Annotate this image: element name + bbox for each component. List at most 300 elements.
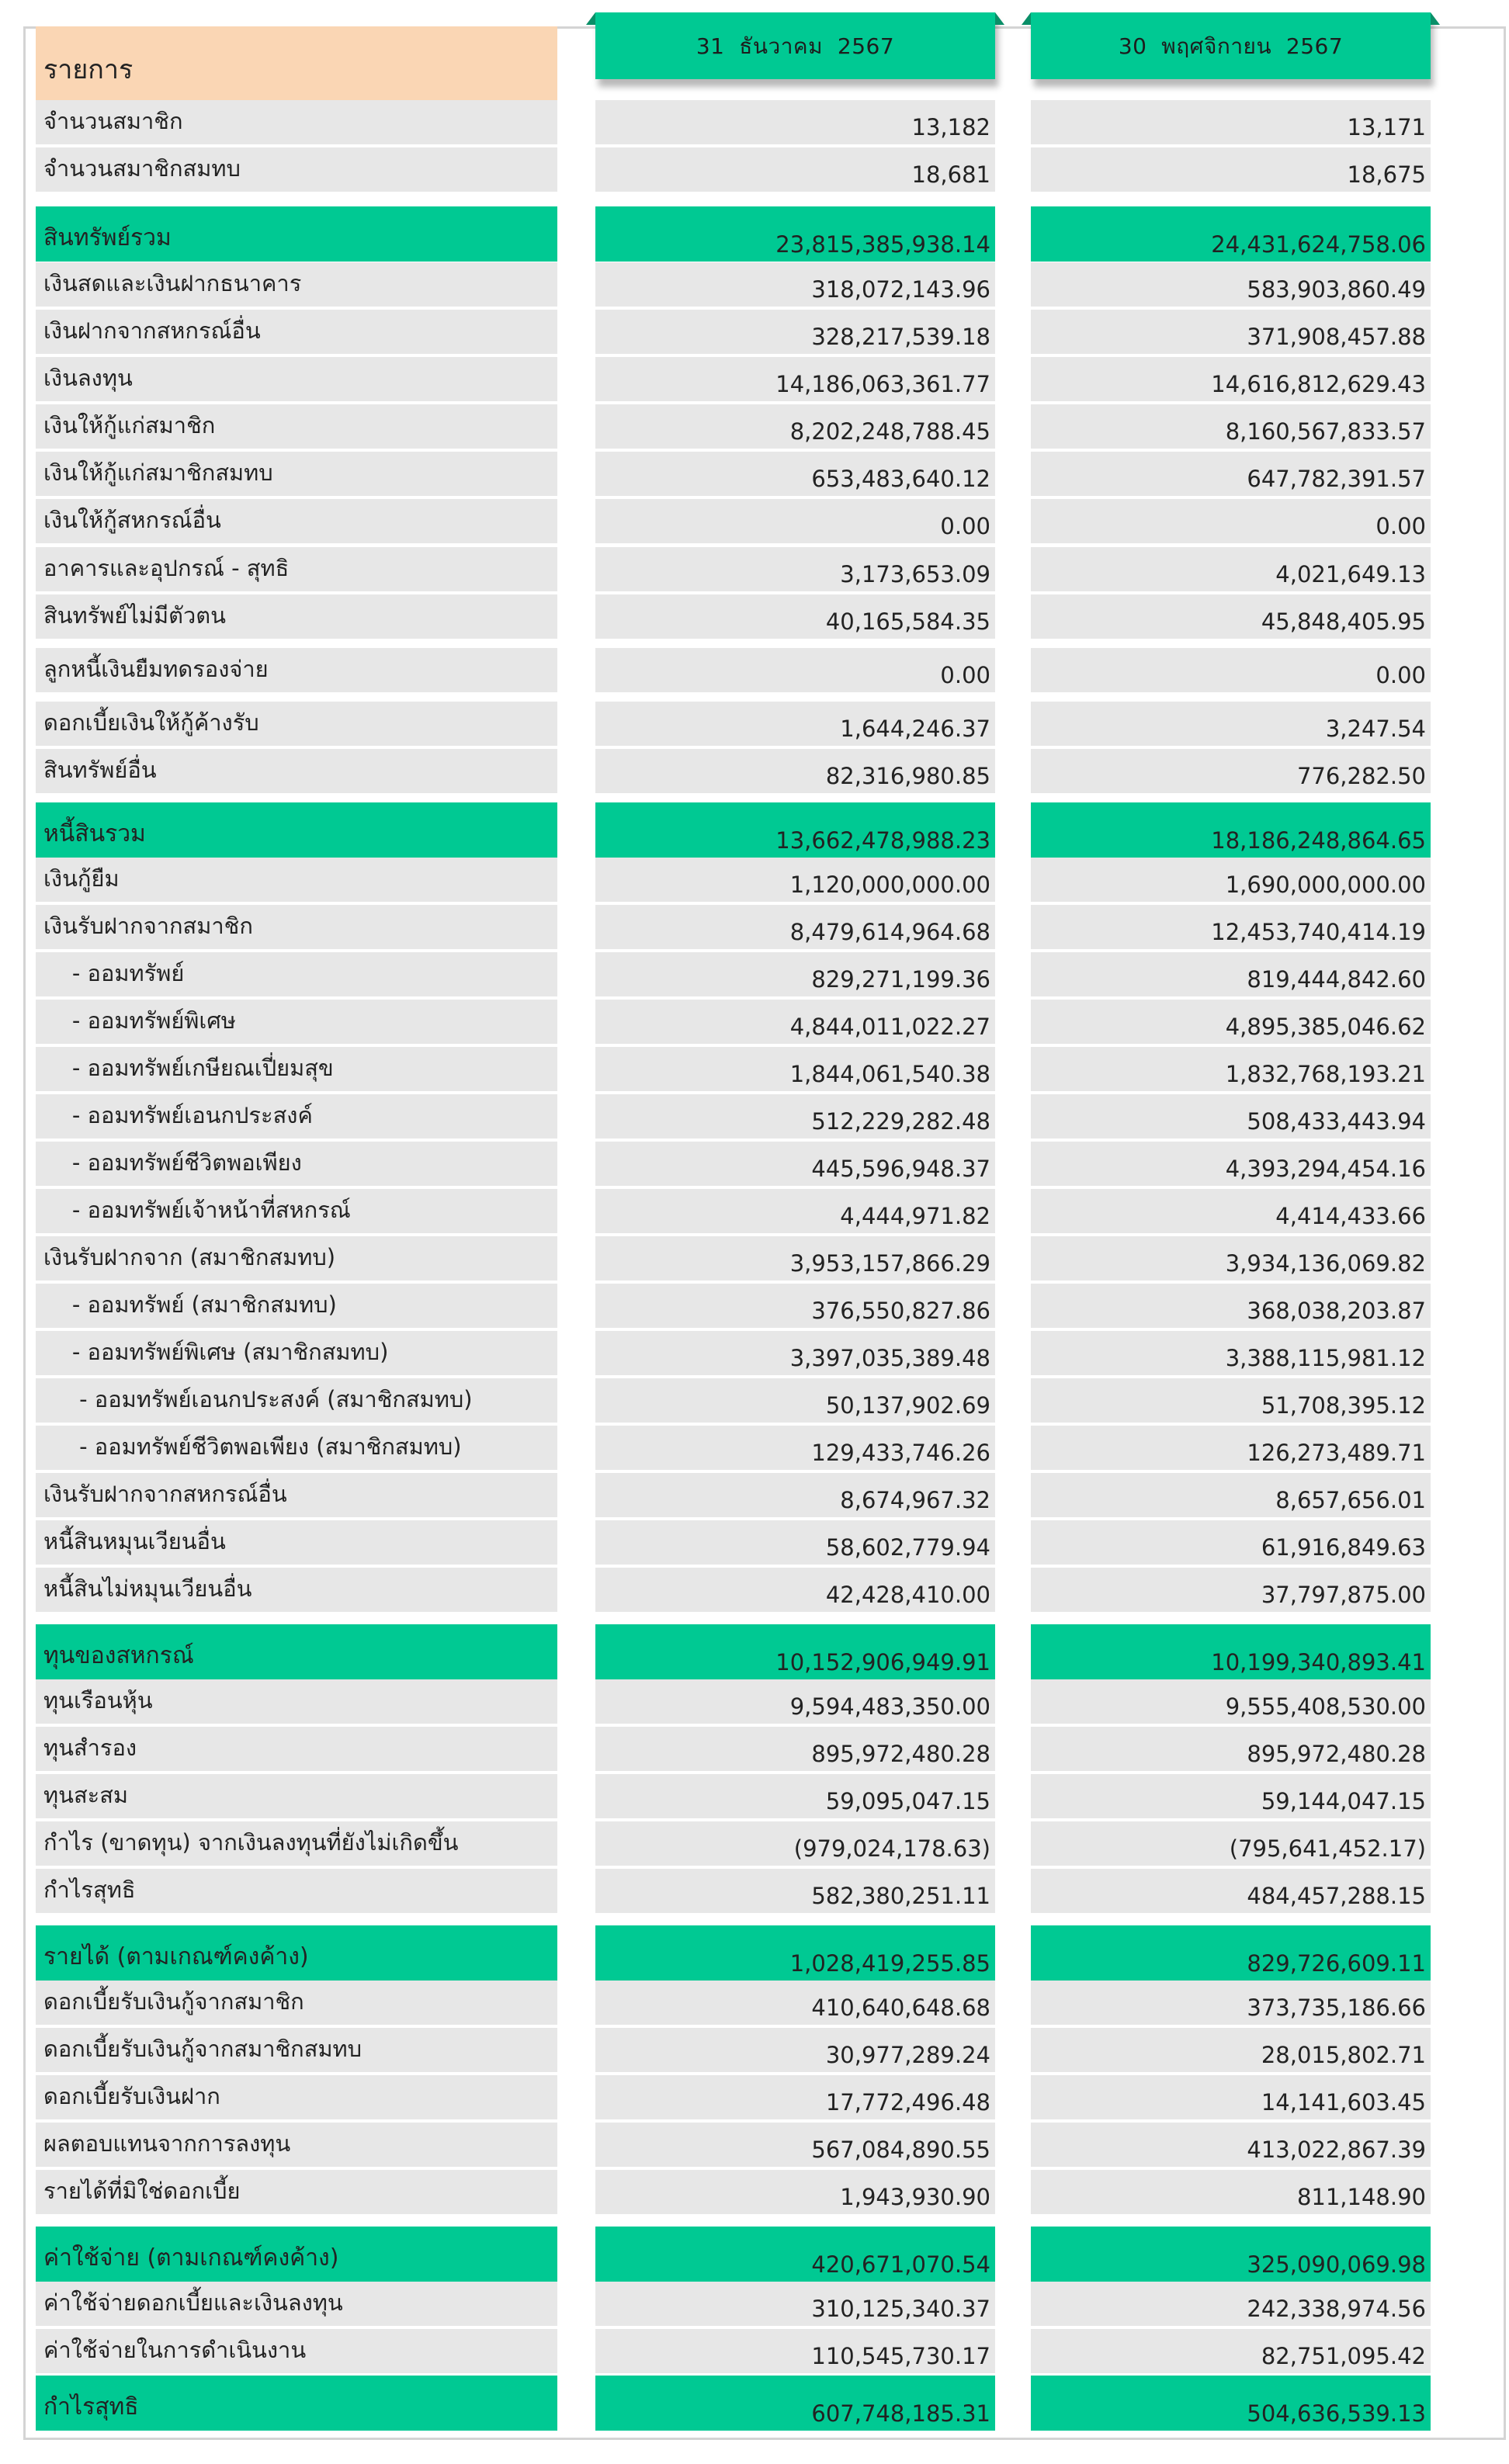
row-value-nov-2567-cell [1031,952,1431,996]
row-value-nov-2567-cell [1031,1869,1431,1913]
row-value-dec-2567: 13,662,478,988.23 [775,827,990,854]
row-value-dec-2567-cell [595,1520,995,1565]
row-value-dec-2567-cell [595,452,995,496]
row-value-dec-2567: 1,028,419,255.85 [789,1950,990,1977]
row-label: จำนวนสมาชิกสมทบ [43,155,241,182]
row-value-nov-2567: 776,282.50 [1296,763,1426,789]
table-row [0,1473,1509,1517]
row-value-nov-2567: 13,171 [1347,114,1426,140]
row-label-cell [36,858,557,902]
table-row [0,749,1509,793]
row-value-nov-2567: 368,038,203.87 [1247,1298,1426,1324]
row-label: สินทรัพย์อื่น [43,757,157,783]
table-row [0,1679,1509,1724]
row-value-nov-2567-cell [1031,262,1431,307]
row-label-cell [36,2329,557,2373]
row-label-cell [36,1000,557,1044]
table-row [0,1727,1509,1771]
row-value-nov-2567-cell [1031,1331,1431,1375]
row-value-dec-2567: 0.00 [940,662,990,688]
row-label: ทุนสะสม [43,1782,129,1808]
row-value-dec-2567: 50,137,902.69 [825,1392,990,1419]
row-value-dec-2567: 376,550,827.86 [811,1298,990,1324]
row-value-nov-2567: 51,708,395.12 [1261,1392,1426,1419]
row-value-dec-2567: 512,229,282.48 [811,1108,990,1135]
row-value-nov-2567: 4,393,294,454.16 [1225,1156,1426,1182]
table-row [0,499,1509,543]
row-value-nov-2567-cell [1031,1774,1431,1818]
row-label: หนี้สินหมุนเวียนอื่น [43,1528,226,1554]
row-label: เงินให้กู้แก่สมาชิกสมทบ [43,459,273,486]
row-label: - ออมทรัพย์ชีวิตพอเพียง [43,1149,302,1176]
row-value-dec-2567-cell [595,1094,995,1138]
row-label-cell [36,206,557,262]
row-label-cell [36,2028,557,2072]
row-label-cell [36,2282,557,2326]
row-value-dec-2567: 3,173,653.09 [840,561,990,587]
table-row [0,1774,1509,1818]
row-label-cell [36,452,557,496]
row-label-cell [36,1774,557,1818]
row-value-nov-2567-cell [1031,1727,1431,1771]
row-value-dec-2567: 14,186,063,361.77 [775,371,990,397]
row-value-dec-2567: 3,397,035,389.48 [789,1345,990,1371]
row-label: กำไรสุทธิ [43,2393,139,2421]
table-row [0,1426,1509,1470]
row-value-dec-2567-cell [595,1774,995,1818]
row-label: รายได้ (ตามเกณฑ์คงค้าง) [43,1943,309,1970]
table-row [0,147,1509,192]
row-label-cell [36,952,557,996]
row-value-dec-2567-cell [595,702,995,746]
row-label: - ออมทรัพย์เอนกประสงค์ (สมาชิกสมทบ) [43,1386,473,1412]
row-value-dec-2567: 40,165,584.35 [825,608,990,635]
row-value-nov-2567: 583,903,860.49 [1247,276,1426,303]
row-label: กำไร (ขาดทุน) จากเงินลงทุนที่ยังไม่เกิดขึ้น [43,1829,459,1856]
row-value-dec-2567: 567,084,890.55 [811,2137,990,2163]
table-row [0,1869,1509,1913]
row-value-dec-2567-cell [595,100,995,144]
row-label-cell [36,147,557,192]
row-value-dec-2567: 4,444,971.82 [840,1203,990,1229]
row-label-cell [36,1378,557,1423]
row-value-dec-2567: 9,594,483,350.00 [789,1693,990,1720]
row-value-nov-2567-cell [1031,1189,1431,1233]
row-value-nov-2567-cell [1031,499,1431,543]
row-value-dec-2567: 4,844,011,022.27 [789,1014,990,1040]
row-value-dec-2567: 0.00 [940,513,990,539]
row-value-nov-2567-cell [1031,594,1431,639]
row-label: เงินกู้ยืม [43,865,120,892]
row-label: เงินให้กู้สหกรณ์อื่น [43,507,221,533]
row-label-cell [36,404,557,449]
row-label: ดอกเบี้ยเงินให้กู้ค้างรับ [43,709,259,736]
row-label: - ออมทรัพย์พิเศษ [43,1007,236,1034]
row-value-dec-2567-cell [595,1473,995,1517]
row-value-nov-2567: 3,247.54 [1325,716,1426,742]
row-label-cell [36,905,557,949]
table-row [0,2282,1509,2326]
row-value-nov-2567-cell [1031,357,1431,401]
row-label: ผลตอบแทนจากการลงทุน [43,2130,291,2157]
row-label: เงินสดและเงินฝากธนาคาร [43,270,302,296]
row-label-cell [36,2376,557,2431]
row-value-nov-2567: 14,141,603.45 [1261,2089,1426,2116]
row-value-nov-2567-cell [1031,802,1431,858]
row-value-nov-2567-cell [1031,858,1431,902]
row-value-nov-2567-cell [1031,1568,1431,1612]
row-value-nov-2567-cell [1031,1520,1431,1565]
row-label-cell [36,1624,557,1679]
row-value-dec-2567: 310,125,340.37 [811,2296,990,2322]
row-label: - ออมทรัพย์เกษียณเปี่ยมสุข [43,1055,334,1081]
row-value-dec-2567-cell [595,905,995,949]
row-label-cell [36,1473,557,1517]
row-value-nov-2567: 3,388,115,981.12 [1225,1345,1426,1371]
row-value-dec-2567-cell [595,1624,995,1679]
row-value-nov-2567: 18,675 [1347,161,1426,188]
table-row [0,262,1509,307]
row-value-nov-2567: 3,934,136,069.82 [1225,1250,1426,1277]
row-label-cell [36,1520,557,1565]
row-label-cell [36,1727,557,1771]
row-value-dec-2567-cell [595,2282,995,2326]
row-label-cell [36,648,557,692]
row-value-nov-2567: 371,908,457.88 [1247,324,1426,350]
row-value-nov-2567-cell [1031,2123,1431,2167]
row-value-dec-2567-cell [595,357,995,401]
row-value-dec-2567-cell [595,1568,995,1612]
row-label: ดอกเบี้ยรับเงินฝาก [43,2083,220,2109]
row-value-nov-2567-cell [1031,1378,1431,1423]
row-label: จำนวนสมาชิก [43,108,183,134]
row-label: เงินให้กู้แก่สมาชิก [43,412,216,438]
row-label: เงินรับฝากจาก (สมาชิกสมทบ) [43,1244,336,1270]
row-value-nov-2567: 82,751,095.42 [1261,2343,1426,2369]
row-value-nov-2567: 14,616,812,629.43 [1211,371,1426,397]
table-row [0,905,1509,949]
row-label: สินทรัพย์ไม่มีตัวตน [43,602,226,629]
row-value-dec-2567-cell [595,2028,995,2072]
row-value-nov-2567: 59,144,047.15 [1261,1788,1426,1814]
row-value-dec-2567: 58,602,779.94 [825,1534,990,1561]
row-label-cell [36,1236,557,1281]
row-value-dec-2567-cell [595,1925,995,1981]
row-label: ดอกเบี้ยรับเงินกู้จากสมาชิกสมทบ [43,2036,363,2062]
row-value-dec-2567-cell [595,1189,995,1233]
table-row [0,1189,1509,1233]
row-value-nov-2567: 325,090,069.98 [1247,2251,1426,2278]
table-row [0,547,1509,591]
row-label: เงินรับฝากจากสหกรณ์อื่น [43,1481,287,1507]
table-row [0,1821,1509,1866]
row-value-dec-2567: 607,748,185.31 [811,2400,990,2427]
table-row [0,1142,1509,1186]
row-label: เงินลงทุน [43,365,133,391]
row-value-nov-2567: 8,657,656.01 [1275,1487,1426,1513]
row-label: หนี้สินรวม [43,820,146,847]
row-value-dec-2567-cell [595,2170,995,2214]
row-label-cell [36,1679,557,1724]
row-label-cell [36,1925,557,1981]
row-value-dec-2567-cell [595,1869,995,1913]
row-value-dec-2567: 8,674,967.32 [840,1487,990,1513]
row-label-cell [36,310,557,354]
row-value-dec-2567: 1,844,061,540.38 [789,1061,990,1087]
row-value-nov-2567: 18,186,248,864.65 [1211,827,1426,854]
row-value-dec-2567: 829,271,199.36 [811,966,990,993]
table-row [0,2028,1509,2072]
header-label: รายการ [43,54,134,85]
row-value-nov-2567: 8,160,567,833.57 [1225,418,1426,445]
row-value-nov-2567: 413,022,867.39 [1247,2137,1426,2163]
table-row [0,100,1509,144]
row-value-dec-2567-cell [595,310,995,354]
row-value-dec-2567-cell [595,1821,995,1866]
row-value-nov-2567: 126,273,489.71 [1247,1440,1426,1466]
row-value-nov-2567-cell [1031,1624,1431,1679]
row-value-nov-2567: 829,726,609.11 [1247,1950,1426,1977]
row-value-dec-2567: 42,428,410.00 [825,1582,990,1608]
row-value-nov-2567-cell [1031,2329,1431,2373]
row-value-nov-2567: 484,457,288.15 [1247,1883,1426,1909]
row-label-cell [36,2227,557,2282]
row-label: รายได้ที่มิใช่ดอกเบี้ย [43,2178,241,2204]
row-label: ลูกหนี้เงินยืมทดรองจ่าย [43,656,269,682]
row-value-dec-2567: 445,596,948.37 [811,1156,990,1182]
row-label-cell [36,1568,557,1612]
row-value-dec-2567-cell [595,147,995,192]
row-label: ทุนของสหกรณ์ [43,1642,194,1669]
row-value-dec-2567-cell [595,952,995,996]
row-value-dec-2567-cell [595,2376,995,2431]
row-value-nov-2567: 0.00 [1375,662,1426,688]
row-value-nov-2567-cell [1031,1236,1431,1281]
row-label-cell [36,357,557,401]
row-value-dec-2567: 653,483,640.12 [811,466,990,492]
row-label-cell [36,594,557,639]
row-label-cell [36,1331,557,1375]
row-value-dec-2567: 10,152,906,949.91 [775,1649,990,1676]
row-label: อาคารและอุปกรณ์ - สุทธิ [43,555,290,581]
row-value-dec-2567-cell [595,499,995,543]
row-value-nov-2567-cell [1031,1047,1431,1091]
row-label-cell [36,749,557,793]
table-row [0,404,1509,449]
table-row [0,1378,1509,1423]
section-total-row [0,2376,1509,2431]
row-value-dec-2567: 582,380,251.11 [811,1883,990,1909]
row-value-dec-2567-cell [595,749,995,793]
row-value-nov-2567: 9,555,408,530.00 [1225,1693,1426,1720]
table-row [0,648,1509,692]
row-value-nov-2567-cell [1031,1142,1431,1186]
row-value-nov-2567-cell [1031,100,1431,144]
row-value-dec-2567-cell [595,1000,995,1044]
row-value-dec-2567-cell [595,1727,995,1771]
row-value-dec-2567-cell [595,2123,995,2167]
row-value-dec-2567: 1,644,246.37 [840,716,990,742]
row-value-nov-2567: 4,021,649.13 [1275,561,1426,587]
row-value-dec-2567: 1,943,930.90 [840,2184,990,2210]
row-value-dec-2567-cell [595,2075,995,2119]
row-value-nov-2567: 647,782,391.57 [1247,466,1426,492]
table-row [0,2075,1509,2119]
row-label: - ออมทรัพย์ (สมาชิกสมทบ) [43,1291,337,1318]
row-value-nov-2567: 1,690,000,000.00 [1225,872,1426,898]
row-value-dec-2567: (979,024,178.63) [793,1835,990,1862]
row-value-nov-2567: 61,916,849.63 [1261,1534,1426,1561]
table-row [0,357,1509,401]
row-label-cell [36,499,557,543]
row-value-nov-2567-cell [1031,905,1431,949]
row-label-cell [36,1981,557,2025]
row-value-nov-2567-cell [1031,1473,1431,1517]
row-label: เงินรับฝากจากสมาชิก [43,913,253,939]
row-value-dec-2567: 1,120,000,000.00 [789,872,990,898]
row-value-nov-2567-cell [1031,404,1431,449]
row-value-dec-2567-cell [595,1284,995,1328]
row-label-cell [36,1189,557,1233]
table-row [0,310,1509,354]
row-value-nov-2567-cell [1031,648,1431,692]
row-value-dec-2567-cell [595,404,995,449]
row-value-nov-2567: 1,832,768,193.21 [1225,1061,1426,1087]
row-value-nov-2567: 28,015,802.71 [1261,2042,1426,2068]
row-value-nov-2567: 24,431,624,758.06 [1211,231,1426,258]
row-value-dec-2567-cell [595,2227,995,2282]
row-value-dec-2567: 18,681 [911,161,990,188]
table-row [0,594,1509,639]
row-label: - ออมทรัพย์ชีวิตพอเพียง (สมาชิกสมทบ) [43,1433,462,1460]
row-value-dec-2567: 110,545,730.17 [811,2343,990,2369]
row-label-cell [36,802,557,858]
table-row [0,1094,1509,1138]
row-value-nov-2567: 37,797,875.00 [1261,1582,1426,1608]
table-row [0,1981,1509,2025]
row-value-nov-2567: 242,338,974.56 [1247,2296,1426,2322]
table-row [0,2170,1509,2214]
row-value-dec-2567-cell [595,206,995,262]
section-total-row [0,2227,1509,2282]
row-value-nov-2567: 895,972,480.28 [1247,1741,1426,1767]
row-value-dec-2567: 8,202,248,788.45 [789,418,990,445]
row-value-dec-2567-cell [595,1142,995,1186]
row-value-dec-2567-cell [595,262,995,307]
column-header-1: 31 ธันวาคม 2567 [696,33,895,59]
table-row [0,702,1509,746]
table-row [0,1047,1509,1091]
table-row [0,858,1509,902]
row-label: ทุนสำรอง [43,1735,137,1761]
row-label-cell [36,262,557,307]
row-label-cell [36,1284,557,1328]
row-label: กำไรสุทธิ [43,1877,136,1903]
section-total-row [0,1925,1509,1981]
row-value-dec-2567-cell [595,2329,995,2373]
row-value-nov-2567: 4,414,433.66 [1275,1203,1426,1229]
table-row [0,452,1509,496]
row-value-dec-2567: 82,316,980.85 [825,763,990,789]
row-value-dec-2567-cell [595,547,995,591]
row-label: ค่าใช้จ่ายดอกเบี้ยและเงินลงทุน [43,2289,343,2316]
row-value-dec-2567-cell [595,802,995,858]
row-value-dec-2567-cell [595,1981,995,2025]
row-label: ค่าใช้จ่าย (ตามเกณฑ์คงค้าง) [43,2244,339,2272]
row-value-dec-2567-cell [595,648,995,692]
table-row [0,2123,1509,2167]
row-label: สินทรัพย์รวม [43,224,172,251]
table-row [0,2329,1509,2373]
row-value-dec-2567: 3,953,157,866.29 [789,1250,990,1277]
row-label: เงินฝากจากสหกรณ์อื่น [43,317,261,344]
row-label-cell [36,1047,557,1091]
section-total-row [0,802,1509,858]
row-value-dec-2567-cell [595,1679,995,1724]
row-value-nov-2567: 45,848,405.95 [1261,608,1426,635]
row-value-dec-2567-cell [595,1426,995,1470]
row-label-cell [36,1869,557,1913]
row-value-dec-2567: 129,433,746.26 [811,1440,990,1466]
table-row [0,1331,1509,1375]
row-value-dec-2567-cell [595,858,995,902]
row-value-dec-2567-cell [595,1378,995,1423]
row-value-dec-2567: 17,772,496.48 [825,2089,990,2116]
row-value-nov-2567-cell [1031,2075,1431,2119]
row-label: ค่าใช้จ่ายในการดำเนินงาน [43,2337,307,2363]
row-value-dec-2567: 13,182 [911,114,990,140]
row-value-dec-2567: 23,815,385,938.14 [775,231,990,258]
row-value-nov-2567-cell [1031,310,1431,354]
row-label: - ออมทรัพย์ [43,960,185,986]
table-row [0,1520,1509,1565]
row-value-nov-2567: 10,199,340,893.41 [1211,1649,1426,1676]
row-value-nov-2567-cell [1031,2170,1431,2214]
row-label-cell [36,1094,557,1138]
table-row [0,1568,1509,1612]
row-value-nov-2567: 12,453,740,414.19 [1211,919,1426,945]
row-value-nov-2567-cell [1031,206,1431,262]
row-value-dec-2567-cell [595,594,995,639]
row-value-nov-2567: 508,433,443.94 [1247,1108,1426,1135]
table-row [0,1284,1509,1328]
row-label-cell [36,2075,557,2119]
row-value-nov-2567-cell [1031,2282,1431,2326]
row-value-nov-2567-cell [1031,2376,1431,2431]
table-row [0,1236,1509,1281]
row-value-dec-2567-cell [595,1236,995,1281]
row-value-nov-2567-cell [1031,1925,1431,1981]
row-value-nov-2567: 373,735,186.66 [1247,1994,1426,2021]
row-value-nov-2567-cell [1031,452,1431,496]
row-value-dec-2567: 8,479,614,964.68 [789,919,990,945]
row-value-nov-2567-cell [1031,1284,1431,1328]
row-value-nov-2567: (795,641,452.17) [1229,1835,1426,1862]
row-value-dec-2567: 318,072,143.96 [811,276,990,303]
section-total-row [0,1624,1509,1679]
row-value-dec-2567: 895,972,480.28 [811,1741,990,1767]
row-label: ทุนเรือนหุ้น [43,1687,153,1714]
row-value-nov-2567-cell [1031,147,1431,192]
row-label: ดอกเบี้ยรับเงินกู้จากสมาชิก [43,1988,304,2015]
row-value-nov-2567-cell [1031,1679,1431,1724]
row-value-nov-2567: 0.00 [1375,513,1426,539]
row-value-nov-2567: 811,148.90 [1296,2184,1426,2210]
row-value-nov-2567-cell [1031,2028,1431,2072]
row-label-cell [36,2170,557,2214]
row-label-cell [36,702,557,746]
row-value-dec-2567: 59,095,047.15 [825,1788,990,1814]
